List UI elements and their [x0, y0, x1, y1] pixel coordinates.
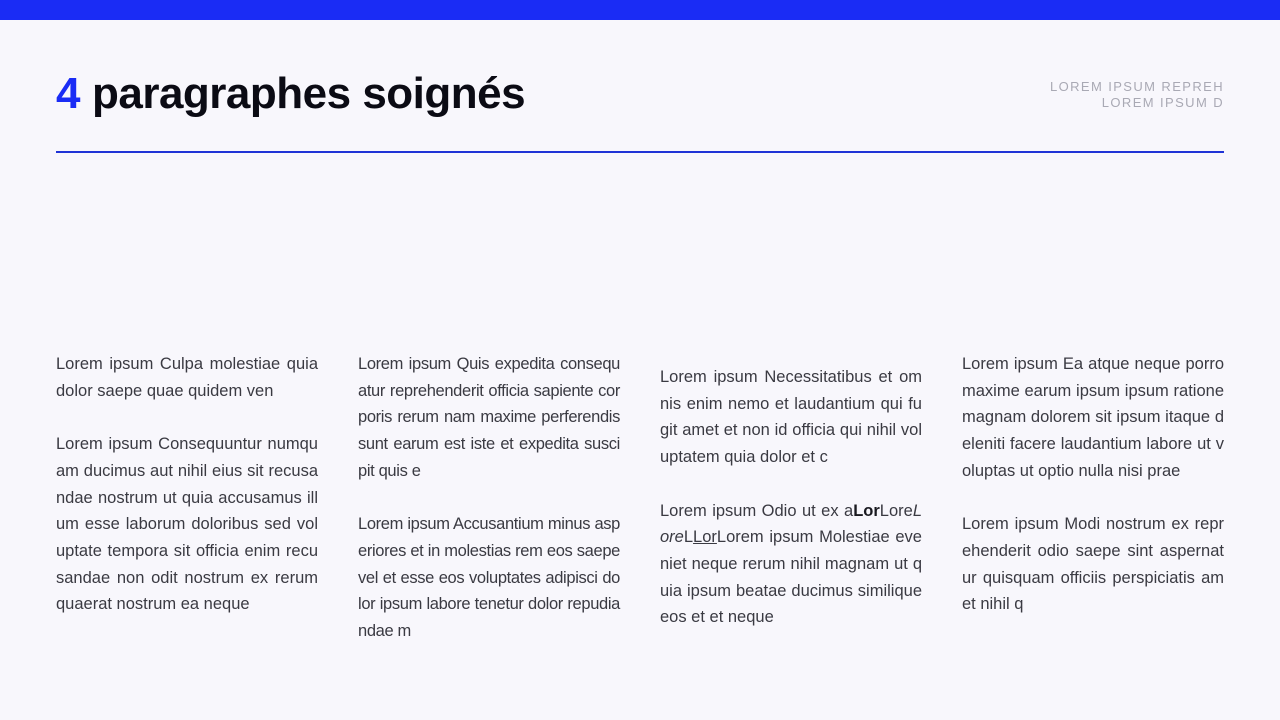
header-meta-line-2: LOREM IPSUM D [1101, 95, 1224, 110]
underline-run: Lor [693, 528, 717, 547]
text-column-2 [358, 351, 620, 645]
paragraph: Lorem ipsum Consequuntur numquam ducimus aut nihil eius sit recusandae nostrum ut quia accusamus illum esse laborum doloribus sed voluptate tempora sit officia enim recusandae non odit nostrum ex rerum quaerat nostrum ea neque [56, 435, 318, 614]
page-title [56, 68, 525, 120]
header-meta-line-1: LOREM IPSUM REPREH [1049, 79, 1224, 94]
text-run: L [683, 528, 694, 547]
text-column-4 [962, 351, 1224, 618]
header-meta [1050, 79, 1224, 111]
text-run: Lorem ipsum Molestiae eveniet neque rerum nihil magnam ut quia ipsum beatae ducimus similique eos et et neque [660, 528, 922, 627]
text-run: Lore [879, 501, 913, 520]
paragraph: Lorem ipsum Ea atque neque porro maxime earum ipsum ipsum ratione magnam dolorem sit ipsum itaque deleniti facere laudantium labore ut voluptas ut optio nulla nisi prae [962, 355, 1224, 480]
text-column-3 [660, 364, 922, 631]
text-run: Lorem ipsum Odio ut ex a [660, 501, 854, 520]
bold-run: Lor [853, 501, 880, 520]
title-number: 4 [56, 69, 80, 118]
italic-run: Lore [660, 501, 922, 547]
header-divider [56, 151, 1224, 153]
top-accent-bar [0, 0, 1280, 20]
paragraph: Lorem ipsum Modi nostrum ex reprehenderit odio saepe sint aspernatur quisquam officiis perspiciatis amet nihil q [962, 515, 1224, 614]
paragraph: Lorem ipsum Accusantium minus asperiores et in molestias rem eos saepe vel et esse eos voluptates adipisci dolor ipsum labore tenetur dolor repudiandae m [358, 515, 620, 641]
paragraph: Lorem ipsum Quis expedita consequatur reprehenderit officia sapiente corporis rerum nam maxime perferendis sunt earum est iste et expedita suscipit quis e [358, 355, 620, 480]
title-text: paragraphes soignés [91, 69, 526, 118]
paragraph-rich [660, 498, 922, 632]
paragraph: Lorem ipsum Culpa molestiae quia dolor saepe quae quidem ven [56, 355, 318, 400]
text-column-1 [56, 351, 318, 618]
paragraph: Lorem ipsum Necessitatibus et omnis enim nemo et laudantium qui fugit amet et non id officia qui nihil voluptatem quia dolor et c [660, 368, 922, 467]
